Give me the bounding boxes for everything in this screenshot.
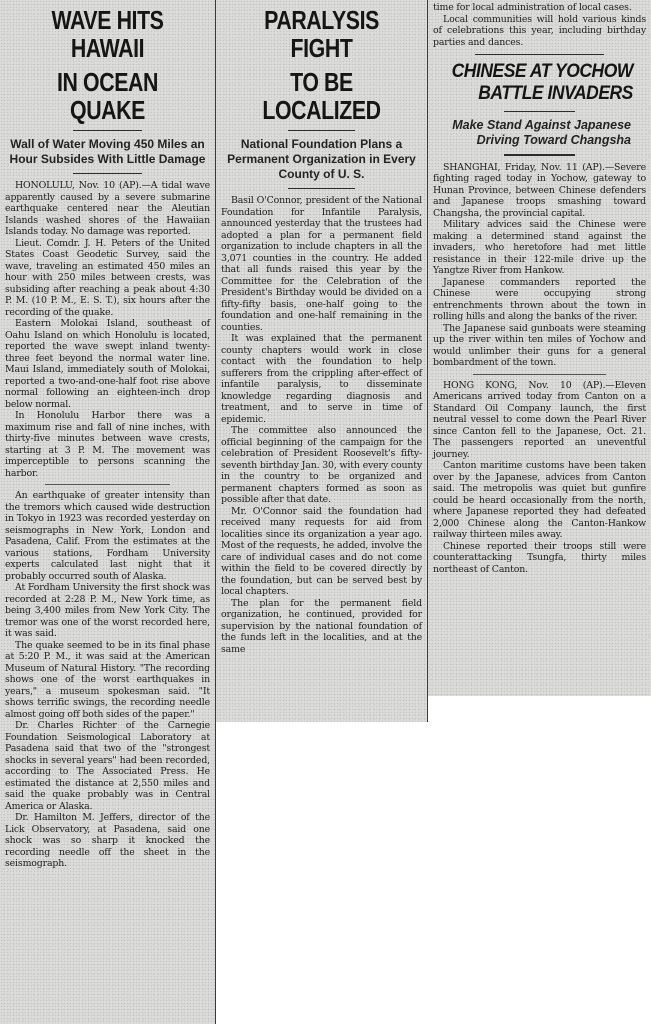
paragraph: Dr. Charles Richter of the Carnegie Foundation Seismological Laboratory at Pasadena said that two of the "strongest shocks in several years" had been recorded, according to The Associated Press. He estimated the distance at 2,550 miles and said the quake probably was in Central America or Alaska. (5, 720, 210, 812)
paragraph: The plan for the permanent field organization, he continued, provided for supervision by the national foundation of the funds left in the localities, and at the same (221, 597, 422, 655)
subhead-hawaii: Wall of Water Moving 450 Miles an Hour Subsides With Little Damage (9, 137, 206, 167)
subhead-rule (288, 188, 356, 189)
headline-yochow: CHINESE AT YOCHOW BATTLE INVADERS (451, 61, 633, 105)
headline-paralysis-line2: TO BE LOCALIZED (262, 67, 381, 125)
paragraph: Local communities will hold various kinds of celebrations this year, including birthday parties and dances. (433, 13, 646, 48)
paragraph: HONOLULU, Nov. 10 (AP).—A tidal wave apparently caused by a severe submarine earthquake centered near the Aleutian Islands washed shores of the Hawaiian Islands today. No damage was reported. (5, 180, 210, 238)
paragraph: Eastern Molokai Island, southeast of Oahu Island on which Honolulu is located, reported the wave swept inland twenty-three feet beyond the normal water line. Maui Island, immediately south of Molokai, reported a two-and-one-half foot rise above normal following an eighteen-inch drop below normal. (5, 318, 210, 410)
clipping-hawaii-quake (0, 0, 216, 1024)
article-continuation-paralysis (428, 0, 651, 48)
article-body-yochow (428, 162, 651, 576)
subhead-yochow: Make Stand Against Japanese Driving Toward Changsha (452, 118, 631, 148)
subhead-rule (73, 173, 142, 174)
headline-hawaii-line1: WAVE HITS HAWAII (51, 5, 164, 63)
article-body-hawaii (0, 180, 215, 870)
paragraph: Canton maritime customs have been taken over by the Japanese, advices from Canton said. The metropolis was quiet but gunfire could be heard occasionally from the north, where Japanese reported they had defeated 2,000 Chinese along the Canton-Hankow railway thirteen miles away. (433, 460, 646, 541)
article-body-paralysis (216, 195, 427, 655)
paragraph: It was explained that the permanent county chapters would work in close contact with the foundation to help sufferers from the crippling after-effect of infantile paralysis, to disseminate knowledge regarding diagnosis and treatment, and to serve in time of epidemic. (221, 333, 422, 425)
paragraph: Japanese commanders reported the Chinese were occupying strong entrenchments thrown about the town in rolling hills and along the banks of the river. (433, 276, 646, 323)
paragraph: The quake seemed to be in its final phase at 5:20 P. M., it was said at the American Museum of Natural History. "The recording shows one of the worst earthquakes in years," a museum spokesman said. "It shows terrific swings, the recording needle almost going off both sides of the paper." (5, 639, 210, 720)
paragraph: Chinese reported their troops still were counterattacking Tsungfa, thirty miles northeast of Canton. (433, 540, 646, 575)
headline-paralysis-line1: PARALYSIS FIGHT (264, 5, 379, 63)
paragraph: The Japanese said gunboats were steaming up the river within ten miles of Yochow and would unlimber their guns for a general bombardment of the town. (433, 322, 646, 369)
section-divider (473, 374, 606, 375)
headline-rule (504, 111, 575, 112)
paragraph: SHANGHAI, Friday, Nov. 11 (AP).—Severe fighting raged today in Yochow, gateway to Hunan Province, between Chinese defenders and Japanese troops smashing toward Changsha, the provincial capital. (433, 161, 646, 219)
paragraph: The committee also announced the official beginning of the campaign for the celebration of President Roosevelt's fifty-seventh birthday Jan. 30, with every county in the country to be organized and permanent chapters formed as soon as possible after that date. (221, 425, 422, 506)
paragraph: time for local administration of local cases. (433, 2, 632, 13)
clipping-chinese-yochow (428, 0, 651, 696)
paragraph: Military advices said the Chinese were making a determined stand against the invaders, who heretofore had met little resistance in their 122-mile drive up the Yangtze River from Hankow. (433, 219, 646, 277)
clipping-paralysis-fight (216, 0, 428, 722)
headline-hawaii-line2: IN OCEAN QUAKE (57, 67, 158, 125)
paragraph: Mr. O'Connor said the foundation had received many requests for aid from localities since its organization a year ago. Most of the requests, he added, involve the care of individual cases and do not come within the field to be covered directly by the foundation, but can be served best by local chapters. (221, 505, 422, 598)
paragraph: Dr. Hamilton M. Jeffers, director of the Lick Observatory, at Pasadena, said one shock was so sharp it knocked the recording needle off the sheet in the seismograph. (5, 812, 210, 870)
paragraph: Basil O'Connor, president of the National Foundation for Infantile Paralysis, announced yesterday that the trustees had adopted a plan for a permanent field organization to include chapters in all the 3,071 counties in the country. He added that all funds raised this year by the Committee for the Celebration of the President's Birthday would be divided on a fifty-fifty basis, one-half going to the foundation and one-half remaining in the counties. (221, 195, 422, 333)
headline-rule (288, 130, 356, 131)
headline-rule (73, 130, 142, 131)
paragraph: At Fordham University the first shock was recorded at 2:28 P. M., New York time, as being 3,400 miles from New York City. The tremor was one of the worst recorded here, it was said. (5, 582, 210, 640)
subhead-paralysis: National Foundation Plans a Permanent Organization in Every County of U. S. (227, 137, 416, 182)
paragraph: An earthquake of greater intensity than the tremors which caused wide destruction in Tokyo in 1923 was recorded yesterday on seismographs in New York, London and Pasadena, Calif. From the estimates at the various stations, Fordham University experts calculated last night that it probably occurred south of Alaska. (5, 490, 210, 582)
paragraph: HONG KONG, Nov. 10 (AP).—Eleven Americans arrived today from Canton on a Standard Oil Company launch, the first neutral vessel to come down the Pearl River since Canton fell to the Japanese, Oct. 21. The passengers reported an uneventful journey. (433, 379, 646, 460)
subhead-rule (504, 154, 575, 155)
paragraph: Lieut. Comdr. J. H. Peters of the United States Coast Geodetic Survey, said the wave, traveling an estimated 450 miles an hour with 250 miles between crests, was subsiding after reaching a peak about 4:30 P. M. (10 P. M., E. S. T.), six hours after the recording of the quake. (5, 237, 210, 318)
paragraph: In Honolulu Harbor there was a maximum rise and fall of nine inches, with thirty-five minutes between wave crests, starting at 3 P. M. The movement was imperceptible to persons scanning the harbor. (5, 410, 210, 479)
section-divider (45, 484, 170, 485)
section-divider (475, 54, 604, 55)
